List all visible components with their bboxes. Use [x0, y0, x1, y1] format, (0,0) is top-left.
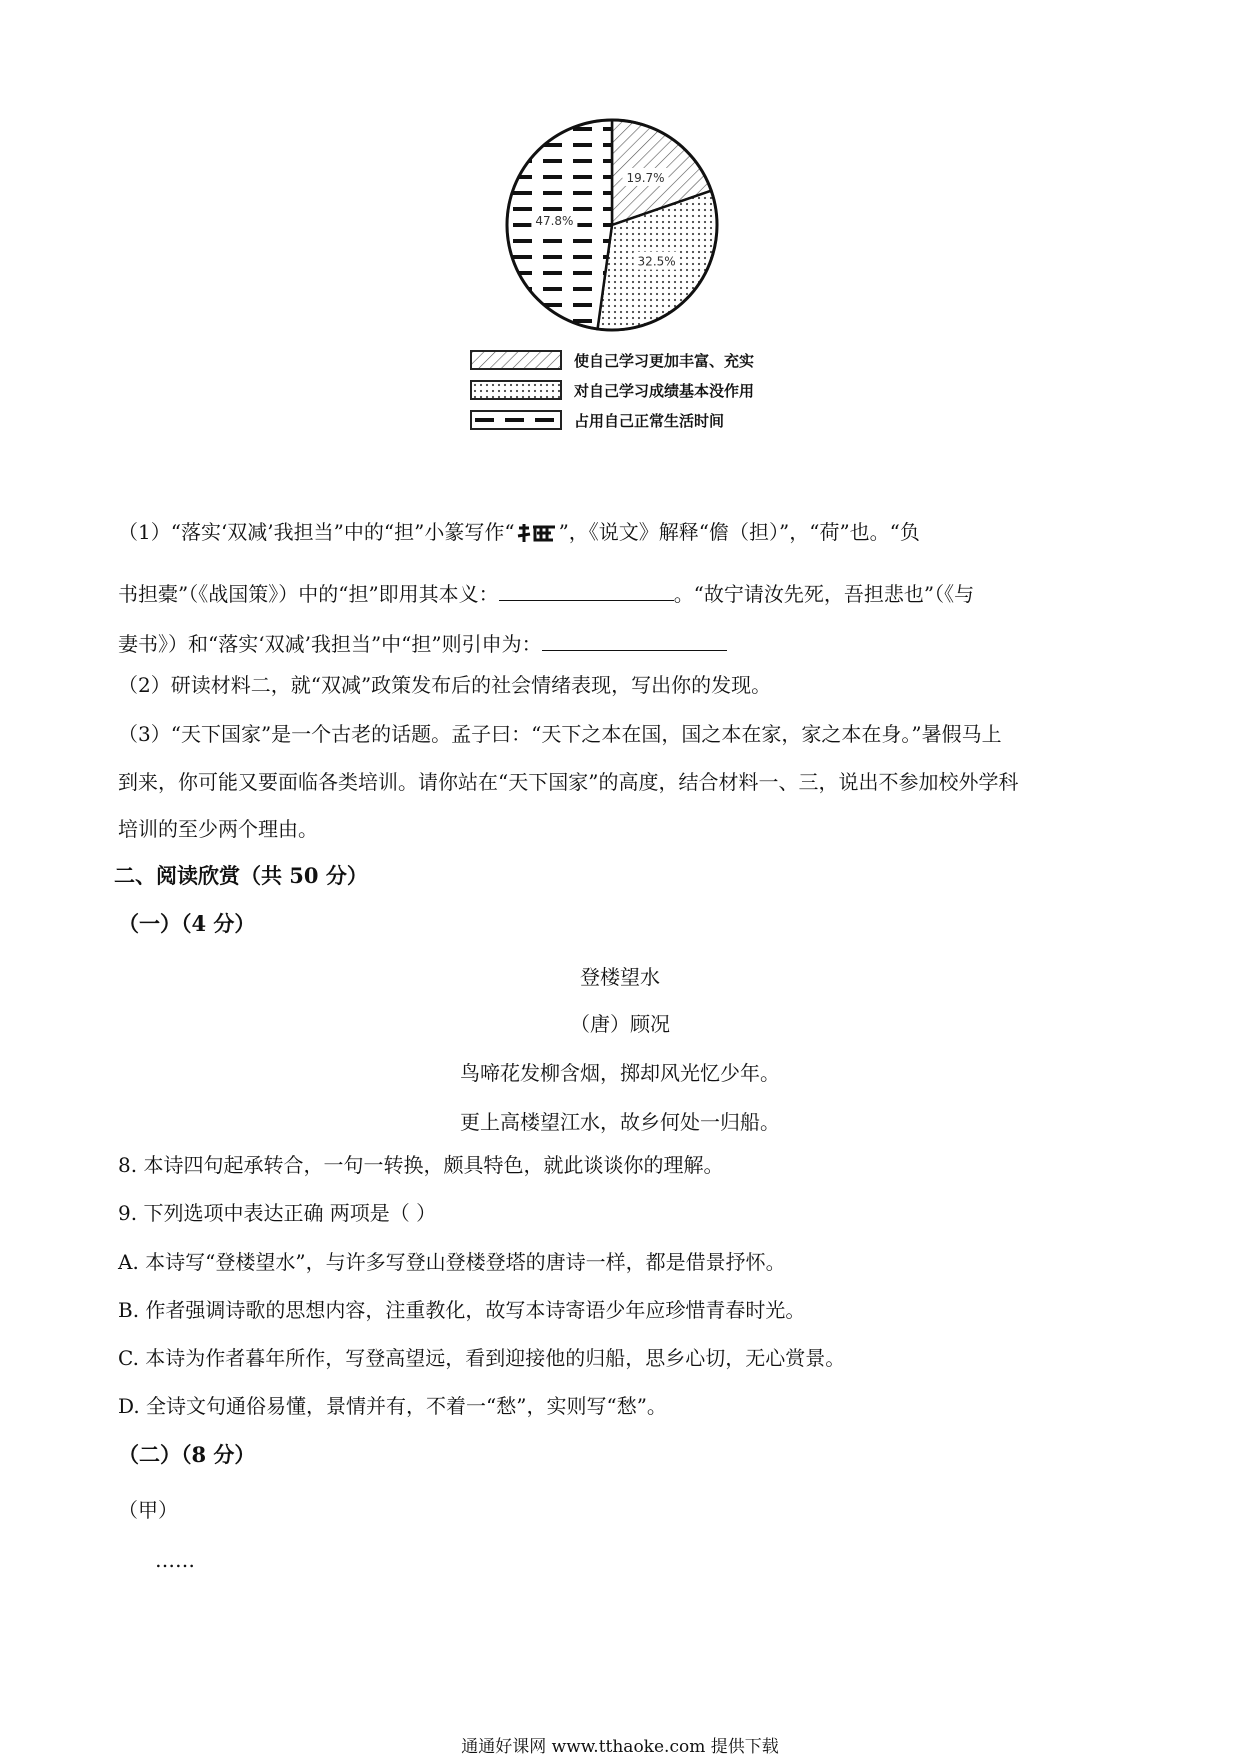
- poem-title: 登楼望水: [580, 965, 660, 989]
- option-b: B. 作者强调诗歌的思想内容，注重教化，故写本诗寄语少年应珍惜青春时光。: [118, 1298, 806, 1322]
- legend-label: 对自己学习成绩基本没作用: [574, 381, 755, 400]
- q3-line3: 培训的至少两个理由。: [118, 817, 318, 841]
- q3-line1: （3）“天下国家”是一个古老的话题。孟子曰：“天下之本在国，国之本在家，家之本在身。”暑假马上: [118, 722, 1002, 746]
- subsection-heading: （一）（4 分）: [118, 911, 256, 936]
- section-heading: 二、阅读欣赏（共 50 分）: [114, 863, 368, 888]
- ellipsis-text: ……: [155, 1548, 195, 1572]
- subsection-heading: （二）（8 分）: [118, 1442, 256, 1467]
- q1-line2: [118, 580, 974, 606]
- option-c: C. 本诗为作者暮年所作，写登高望远，看到迎接他的归船，思乡心切，无心赏景。: [118, 1346, 846, 1370]
- option-d: D. 全诗文句通俗易懂，景情并有，不着一“愁”，实则写“愁”。: [118, 1394, 667, 1418]
- option-a: A. 本诗写“登楼望水”，与许多写登山登楼登塔的唐诗一样，都是借景抒怀。: [118, 1250, 786, 1274]
- pie-value-label: 19.7%: [626, 170, 665, 185]
- chart-legend: [470, 345, 810, 435]
- q1-line2-text-b: 。“故宁请汝先死，吾担悲也”（《与: [673, 582, 975, 606]
- legend-swatch-diagonal: [470, 350, 562, 370]
- q1-line1-text-a: （1）“落实‘双减’我担当”中的“担”小篆写作“: [118, 520, 515, 544]
- poem-line: 鸟啼花发柳含烟，掷却风光忆少年。: [460, 1061, 780, 1085]
- passage-label: （甲）: [118, 1498, 178, 1522]
- footer-text: 通通好课网 www.tthaoke.com 提供下载: [461, 1737, 779, 1757]
- q1-line1: [118, 520, 920, 546]
- pie-value-label: 32.5%: [637, 254, 676, 269]
- poem-line: 更上高楼望江水，故乡何处一归船。: [460, 1110, 780, 1134]
- pie-chart-svg: [480, 105, 780, 345]
- q2-text: （2）研读材料二，就“双减”政策发布后的社会情绪表现，写出你的发现。: [118, 673, 772, 697]
- answer-blank[interactable]: [499, 580, 674, 601]
- poem-author: （唐）顾况: [570, 1012, 670, 1036]
- q1-line3-text-a: 妻书》）和“落实‘双减’我担当”中“担”则引申为：: [118, 632, 542, 656]
- legend-item: [470, 405, 810, 435]
- legend-swatch-dots: [470, 380, 562, 400]
- legend-label: 占用自己正常生活时间: [574, 411, 725, 430]
- q1-line1-text-b: ”，《说文》解释“儋（担）”，“荷”也。“负: [558, 520, 920, 544]
- answer-blank[interactable]: [542, 630, 727, 651]
- legend-label: 使自己学习更加丰富、充实: [574, 351, 755, 370]
- pie-value-label: 47.8%: [535, 214, 574, 229]
- q8-text: 8. 本诗四句起承转合，一句一转换，颇具特色，就此谈谈你的理解。: [118, 1153, 724, 1177]
- q3-line2: 到来，你可能又要面临各类培训。请你站在“天下国家”的高度，结合材料一、三，说出不参加校外学科: [118, 770, 1019, 794]
- q9-text: 9. 下列选项中表达正确 两项是（ ）: [118, 1201, 437, 1225]
- pie-chart: [480, 105, 780, 345]
- q1-line3: [118, 630, 727, 656]
- seal-script-glyph-icon: [515, 522, 559, 546]
- q1-line2-text-a: 书担橐”（《战国策》）中的“担”即用其本义：: [118, 582, 499, 606]
- legend-swatch-dashes: [470, 410, 562, 430]
- legend-item: [470, 375, 810, 405]
- legend-item: [470, 345, 810, 375]
